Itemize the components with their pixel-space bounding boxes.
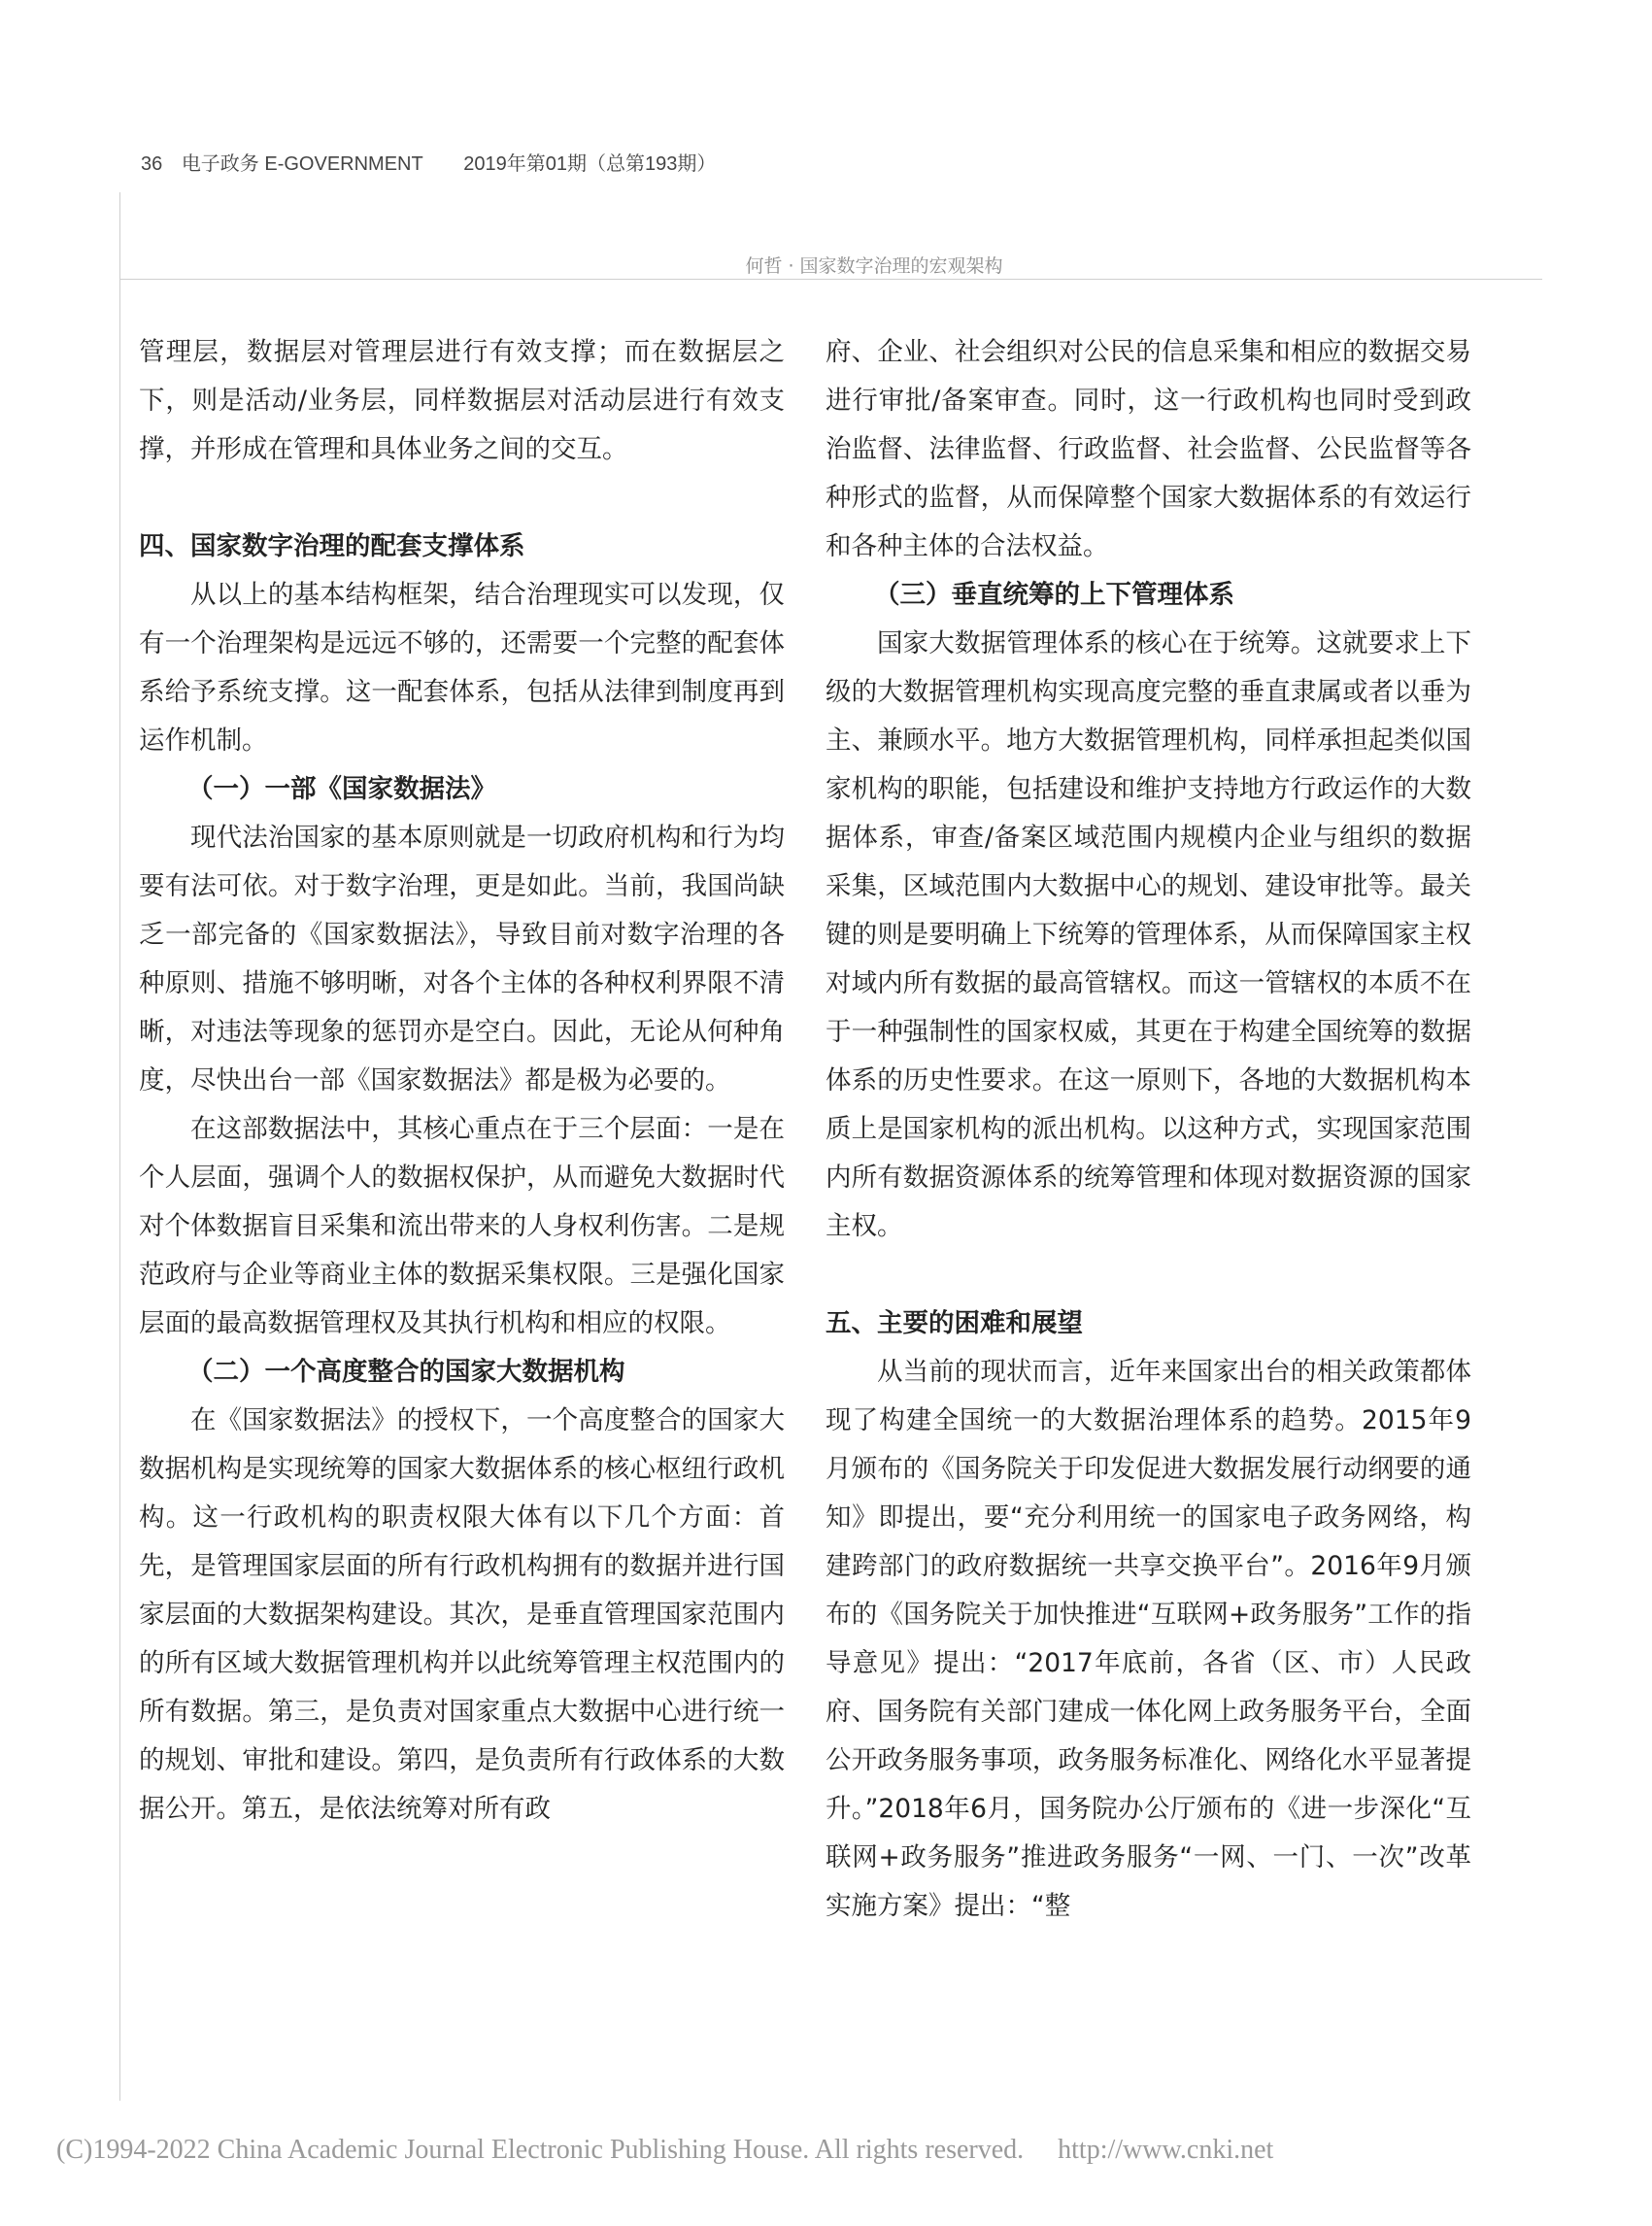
paragraph-gap	[826, 1251, 1471, 1299]
body-paragraph: 国家大数据管理体系的核心在于统筹。这就要求上下级的大数据管理机构实现高度完整的垂直隶属或者以垂为主、兼顾水平。地方大数据管理机构，同样承担起类似国家机构的职能，包括建设和维护支持地方行政运作的大数据体系，审查/备案区域范围内规模内企业与组织的数据采集，区域范围内大数据中心的规划、建设审批等。最关键的则是要明确上下统筹的管理体系，从而保障国家主权对域内所有数据的最高管辖权。而这一管辖权的本质不在于一种强制性的国家权威，其更在于构建全国统筹的数据体系的历史性要求。在这一原则下，各地的大数据机构本质上是国家机构的派出机构。以这种方式，实现国家范围内所有数据资源体系的统筹管理和体现对数据资源的国家主权。	[826, 628, 1471, 1241]
section-heading: 五、主要的困难和展望	[826, 1308, 1083, 1338]
subsection-heading: （三）垂直统筹的上下管理体系	[874, 580, 1234, 610]
body-paragraph: 管理层，数据层对管理层进行有效支撑；而在数据层之下，则是活动/业务层，同样数据层对活动层进行有效支撑，并形成在管理和具体业务之间的交互。	[139, 337, 785, 464]
running-title: 何哲 · 国家数字治理的宏观架构	[745, 255, 1003, 277]
page-number: 36	[141, 153, 163, 175]
header-divider	[119, 279, 1542, 280]
body-paragraph: 在《国家数据法》的授权下，一个高度整合的国家大数据机构是实现统筹的国家大数据体系的核心枢纽行政机构。这一行政机构的职责权限大体有以下几个方面：首先，是管理国家层面的所有行政机构拥有的数据并进行国家层面的大数据架构建设。其次，是垂直管理国家范围内的所有区域大数据管理机构并以此统筹管理主权范围内的所有数据。第三，是负责对国家重点大数据中心进行统一的规划、审批和建设。第四，是负责所有行政体系的大数据公开。第五，是依法统筹对所有政	[139, 1405, 785, 1824]
right-column	[826, 328, 1471, 1931]
subsection-heading: （二）一个高度整合的国家大数据机构	[187, 1357, 625, 1387]
section-heading: 四、国家数字治理的配套支撑体系	[139, 531, 525, 561]
subsection-heading: （一）一部《国家数据法》	[187, 774, 496, 804]
journal-name: 电子政务 E-GOVERNMENT	[181, 153, 423, 175]
footer-url: http://www.cnki.net	[1058, 2135, 1274, 2165]
vertical-divider	[119, 192, 120, 2101]
body-paragraph: 府、企业、社会组织对公民的信息采集和相应的数据交易进行审批/备案审查。同时，这一行政机构也同时受到政治监督、法律监督、行政监督、社会监督、公民监督等各种形式的监督，从而保障整个国家大数据体系的有效运行和各种主体的合法权益。	[826, 337, 1471, 561]
issue-info: 2019年第01期（总第193期）	[463, 153, 717, 175]
page-header	[141, 148, 729, 176]
left-column	[139, 328, 785, 1834]
body-paragraph: 现代法治国家的基本原则就是一切政府机构和行为均要有法可依。对于数字治理，更是如此。当前，我国尚缺乏一部完备的《国家数据法》，导致目前对数字治理的各种原则、措施不够明晰，对各个主体的各种权利界限不清晰，对违法等现象的惩罚亦是空白。因此，无论从何种角度，尽快出台一部《国家数据法》都是极为必要的。	[139, 823, 785, 1096]
body-paragraph: 在这部数据法中，其核心重点在于三个层面：一是在个人层面，强调个人的数据权保护，从而避免大数据时代对个体数据盲目采集和流出带来的人身权利伤害。二是规范政府与企业等商业主体的数据采集权限。三是强化国家层面的最高数据管理权及其执行机构和相应的权限。	[139, 1114, 785, 1338]
paragraph-gap	[139, 474, 785, 523]
copyright-text: (C)1994-2022 China Academic Journal Electronic Publishing House. All rights reserved.	[56, 2135, 1025, 2165]
copyright-footer	[56, 2135, 1273, 2166]
body-paragraph: 从以上的基本结构框架，结合治理现实可以发现，仅有一个治理架构是远远不够的，还需要一个完整的配套体系给予系统支撑。这一配套体系，包括从法律到制度再到运作机制。	[139, 580, 785, 756]
body-paragraph: 从当前的现状而言，近年来国家出台的相关政策都体现了构建全国统一的大数据治理体系的趋势。2015年9月颁布的《国务院关于印发促进大数据发展行动纲要的通知》即提出，要“充分利用统一的国家电子政务网络，构建跨部门的政府数据统一共享交换平台”。2016年9月颁布的《国务院关于加快推进“互联网+政务服务”工作的指导意见》提出：“2017年底前，各省（区、市）人民政府、国务院有关部门建成一体化网上政务服务平台，全面公开政务服务事项，政务服务标准化、网络化水平显著提升。”2018年6月，国务院办公厅颁布的《进一步深化“互联网+政务服务”推进政务服务“一网、一门、一次”改革实施方案》提出：“整	[826, 1357, 1471, 1921]
